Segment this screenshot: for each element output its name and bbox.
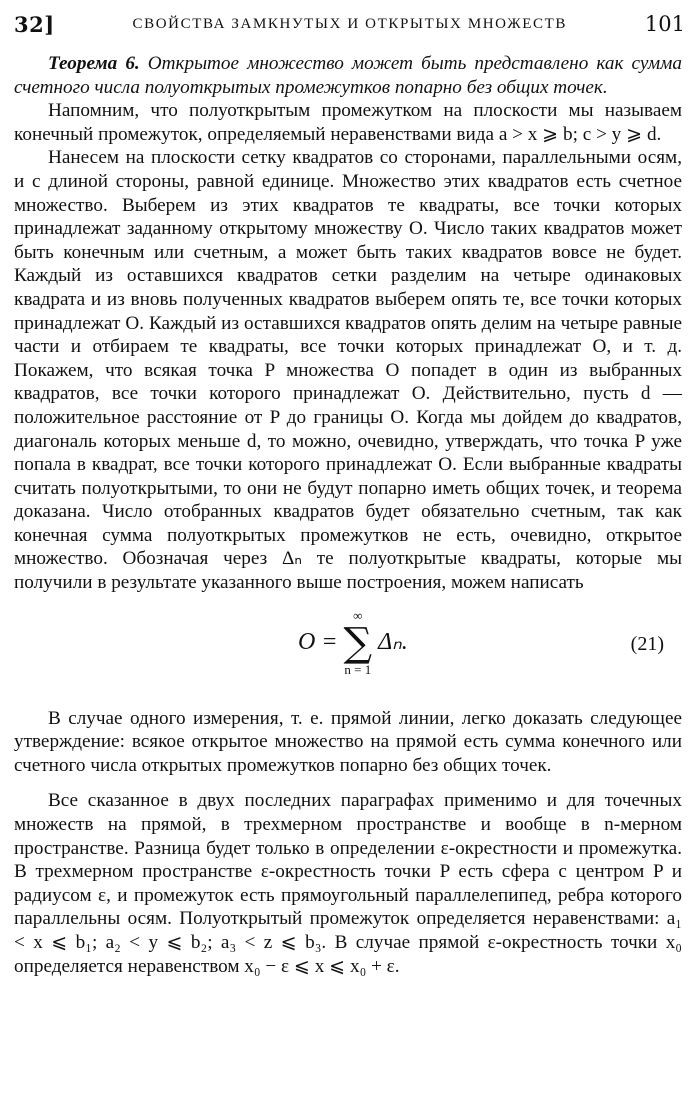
sum-upper-limit: ∞ <box>353 607 363 623</box>
page-body <box>14 52 682 978</box>
paragraph-definition: Напомним, что полуоткрытым промежутком на плоскости мы называем конечный промежуток, определяемый неравенствами вида a > x ⩾ b; c > y ⩾ d. <box>14 100 682 145</box>
paragraph-higher-dimensions: Все сказанное в двух последних параграфах применимо и для точечных множеств на прямой, в трехмерном пространстве и вообще в n-мерном пространстве. Разница будет только в определении ε-окрестности и промежутка. В трехмерном пространстве ε-окрестность точки P есть сфера с центром P и радиусом ε, и промежуток есть прямоугольный параллелепипед, ребра которого параллельны осям. Полуоткрытый промежуток определяется неравенствами: a₁ < x ⩽ b₁; a₂ < y ⩽ b₂; a₃ < z ⩽ b₃. В случае прямой ε-окрестность точки x₀ определяется неравенством x₀ − ε ⩽ x ⩽ x₀ + ε. <box>14 790 682 977</box>
paragraph-proof: Нанесем на плоскости сетку квадратов со сторонами, параллельными осям, и с длиной стороны, равной единице. Множество этих квадратов есть счетное множество. Выберем из этих квадратов те квадраты, все точки которых принадлежат заданному открытому множеству O. Число таких квадратов может быть конечным или счетным, а может быть таких квадратов вовсе не будет. Каждый из оставшихся квадратов сетки разделим на четыре одинаковых квадрата и из вновь полученных квадратов выберем опять те, все точки которых принадлежат O. Каждый из оставшихся квадратов опять делим на четыре равные части и отбираем те квадраты, все точки которых принадлежат O, и т. д. Покажем, что всякая точка P множества O попадет в один из выбранных квадратов, все точки которого принадлежат O. Действительно, пусть d — положительное расстояние от P до границы O. Когда мы дойдем до квадратов, диагональ которых меньше d, то можно, очевидно, утверждать, что точка P уже попала в квадрат, все точки которого принадлежат O. Если выбранные квадраты считать полуоткрытыми, то они не будут попарно иметь общих точек, и теорема доказана. Число отобранных квадратов будет обязательно счетным, так как конечная сумма полуоткрытых промежутков не есть, очевидно, открытое множество. Обозначая через Δₙ те полуоткрытые квадраты, которые мы получили в результате указанного выше построения, можем написать <box>14 147 682 594</box>
sum-lower-limit: n = 1 <box>344 661 372 677</box>
page-number: 101 <box>644 12 685 36</box>
theorem-text: Открытое множество может быть представлено как сумма счетного числа полуоткрытых промежутков попарно без общих точек. <box>14 53 682 98</box>
equation-number: (21) <box>630 632 664 655</box>
running-title: СВОЙСТВА ЗАМКНУТЫХ И ОТКРЫТЫХ МНОЖЕСТВ <box>132 15 568 32</box>
formula-lhs: O = <box>298 628 338 655</box>
formula-expression <box>298 609 408 677</box>
page-header <box>14 8 685 40</box>
formula-term: Δₙ. <box>378 628 408 655</box>
paragraph-line-case: В случае одного измерения, т. е. прямой линии, легко доказать следующее утверждение: всякое открытое множество на прямой есть сумма конечного или счетного числа открытых промежутков попарно без общих точек. <box>14 707 682 776</box>
formula-21 <box>14 595 682 707</box>
theorem-6 <box>14 52 682 99</box>
section-number: 32] <box>14 11 55 37</box>
summation <box>344 609 373 677</box>
theorem-label: Теорема 6. <box>48 53 140 74</box>
sigma-symbol: ∑ <box>343 619 373 666</box>
